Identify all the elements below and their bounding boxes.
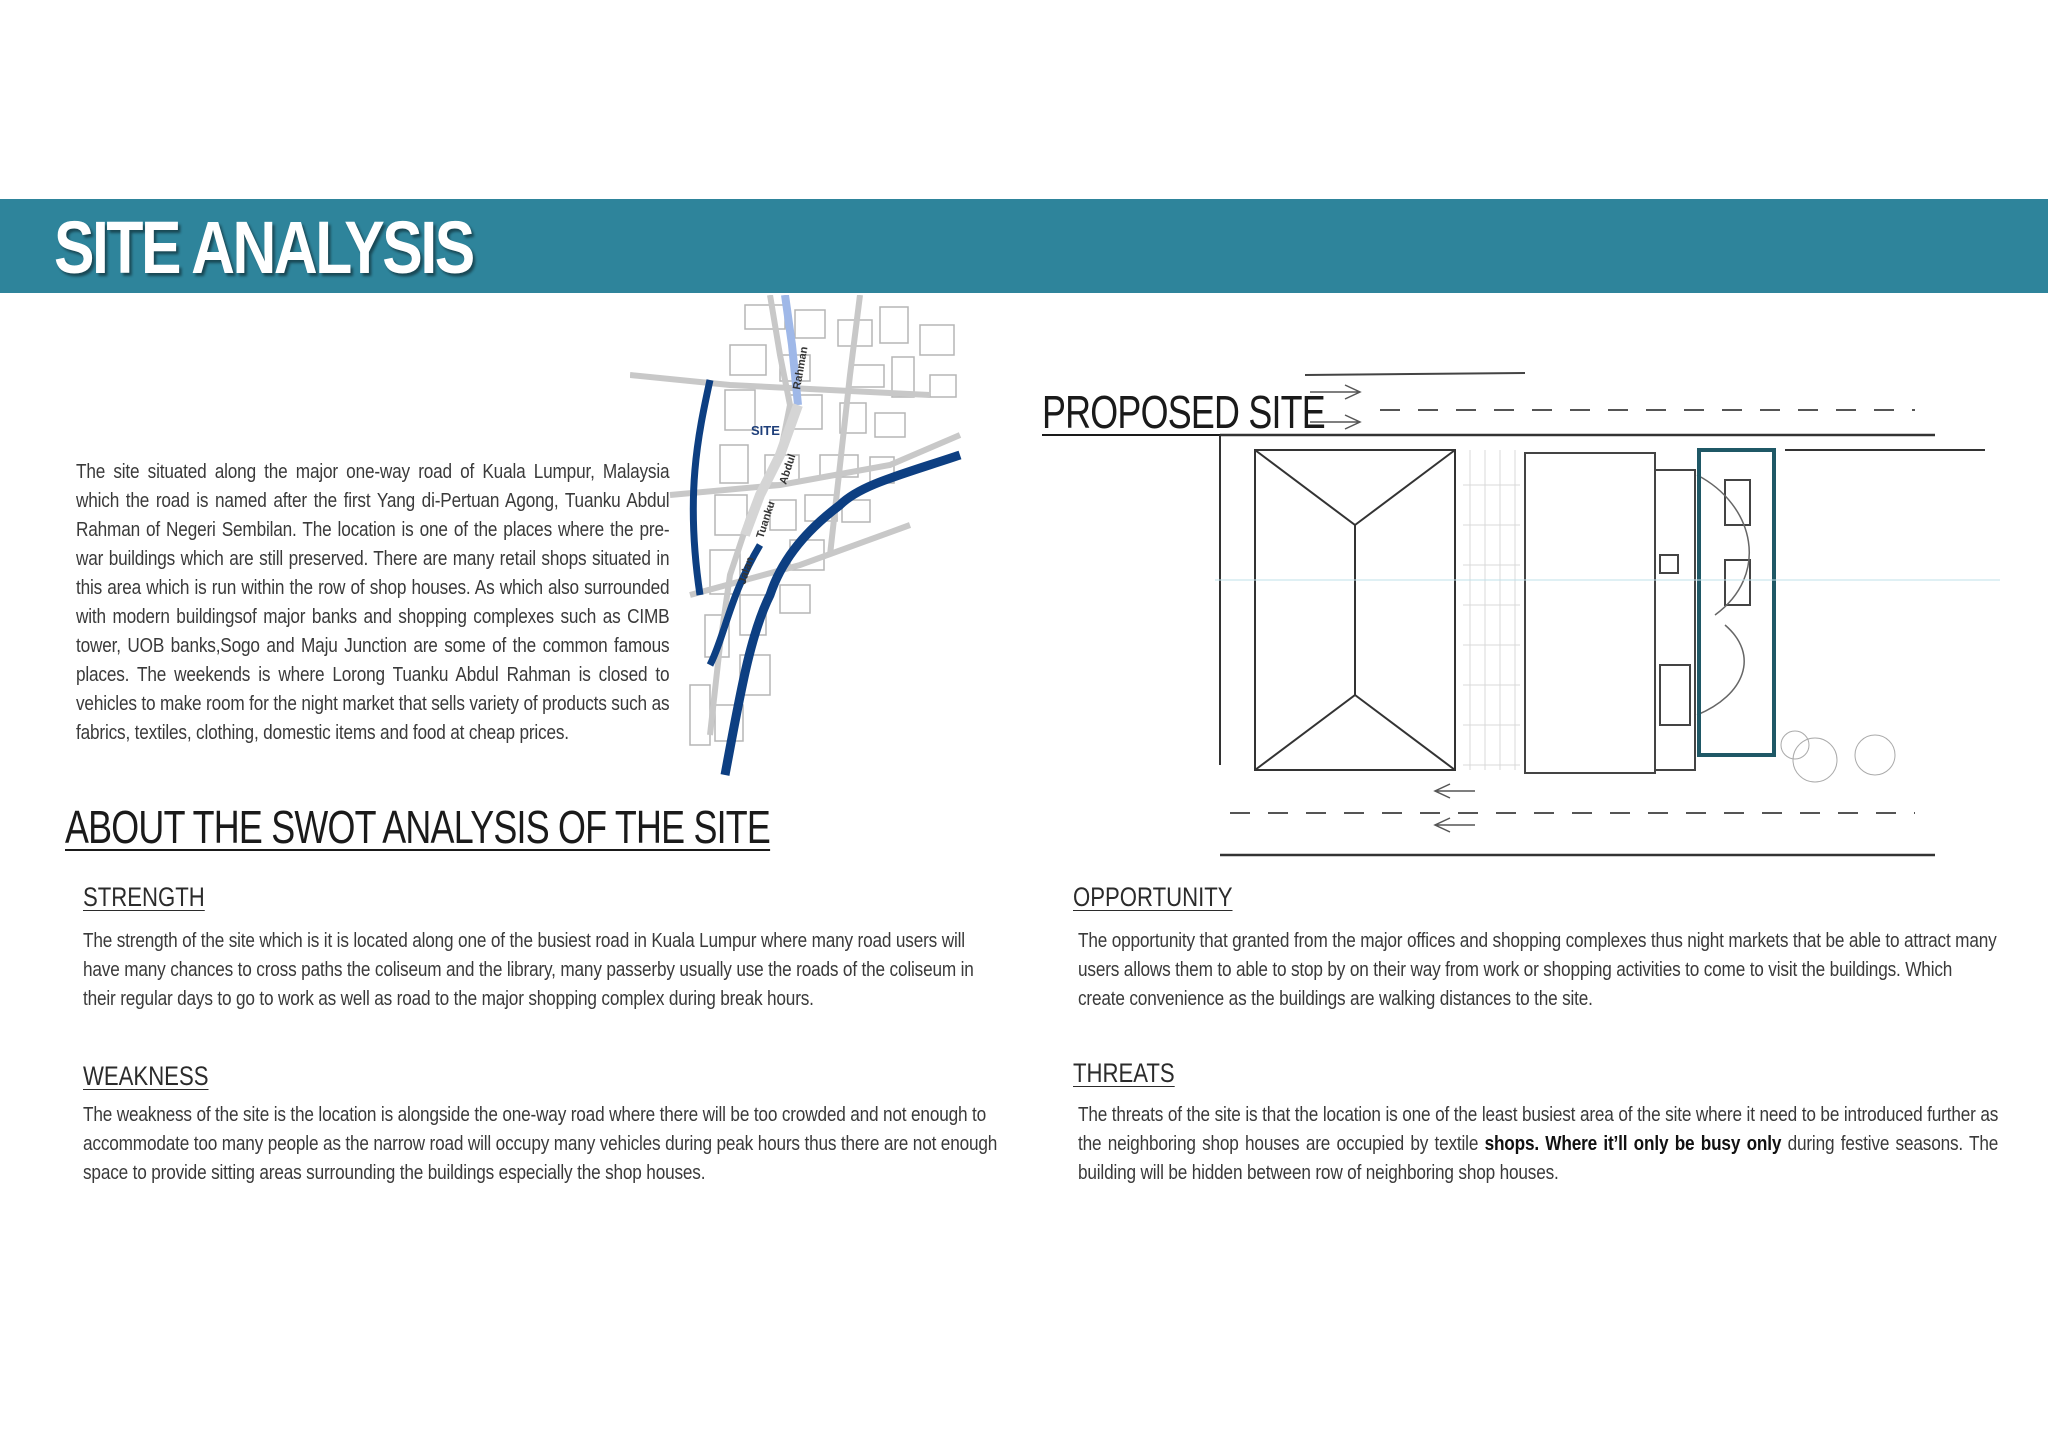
strength-text: The strength of the site which is it is located along one of the busiest road in Kuala Lumpur where many road users will have many chances to cross paths the coliseum and the library, many passerby usually use the roads of the coliseum in their regular days to go to work as well as road to the major shopping complex during break hours. — [83, 930, 974, 1010]
map-site-label: SITE — [751, 423, 780, 438]
swot-title: ABOUT THE SWOT ANALYSIS OF THE SITE — [65, 801, 771, 853]
threats-text-end: during festive seasons. The building will be hidden between row of neighboring shop houses. — [1078, 1133, 1999, 1184]
threats-heading: THREATS — [1073, 1058, 1175, 1088]
proposed-site-plan — [1215, 365, 2005, 865]
weakness-text: The weakness of the site is the location is alongside the one-way road where there will be too crowded and not enough to accommodate too many people as the narrow road will occupy many vehicles during peak hours thus there are not enough space to provide sitting areas surrounding the buildings especially the shop houses. — [83, 1104, 998, 1184]
map-street-label-tuanku: Tuanku — [754, 499, 778, 540]
threats-text-main: The threats of the site is that the location is one of the least busiest area of the site where it need to be introduced further as the neighboring shop houses are occupied by textile — [1078, 1104, 1999, 1155]
map-street-label-rahman: Rahman — [791, 345, 811, 391]
map-street-label-abdul: Abdul — [777, 452, 799, 486]
proposed-site-title: PROPOSED SITE — [1042, 386, 1325, 438]
opportunity-text: The opportunity that granted from the major offices and shopping complexes thus night markets that be able to attract many users allows them to able to stop by on their way from work or shopping activities to come to visit the buildings. Which create convenience as the buildings are walking distances to the site. — [1078, 930, 1997, 1010]
strength-heading: STRENGTH — [83, 882, 205, 912]
page-title: SITE ANALYSIS — [54, 206, 473, 289]
location-map — [630, 295, 970, 795]
threats-text — [1078, 1101, 1998, 1188]
weakness-heading: WEAKNESS — [83, 1061, 209, 1091]
opportunity-heading: OPPORTUNITY — [1073, 882, 1233, 912]
threats-text-bold: shops. Where it’ll only be busy only — [1484, 1133, 1782, 1155]
intro-paragraph: The site situated along the major one-way road of Kuala Lumpur, Malaysia which the road is named after the first Yang di-Pertuan Agong, Tuanku Abdul Rahman of Negeri Sembilan. The location is one of the places where the pre-war buildings which are still preserved. There are many retail shops situated in this area which is run within the row of shop houses. As which also surrounded with modern buildingsof major banks and shopping complexes such as CIMB tower, UOB banks,Sogo and Maju Junction are some of the common famous places. The weekends is where Lorong Tuanku Abdul Rahman is closed to vehicles to make room for the night market that sells variety of products such as fabrics, textiles, clothing, domestic items and food at cheap prices. — [76, 461, 670, 744]
map-street-label-jalan: Jalan — [736, 555, 757, 586]
